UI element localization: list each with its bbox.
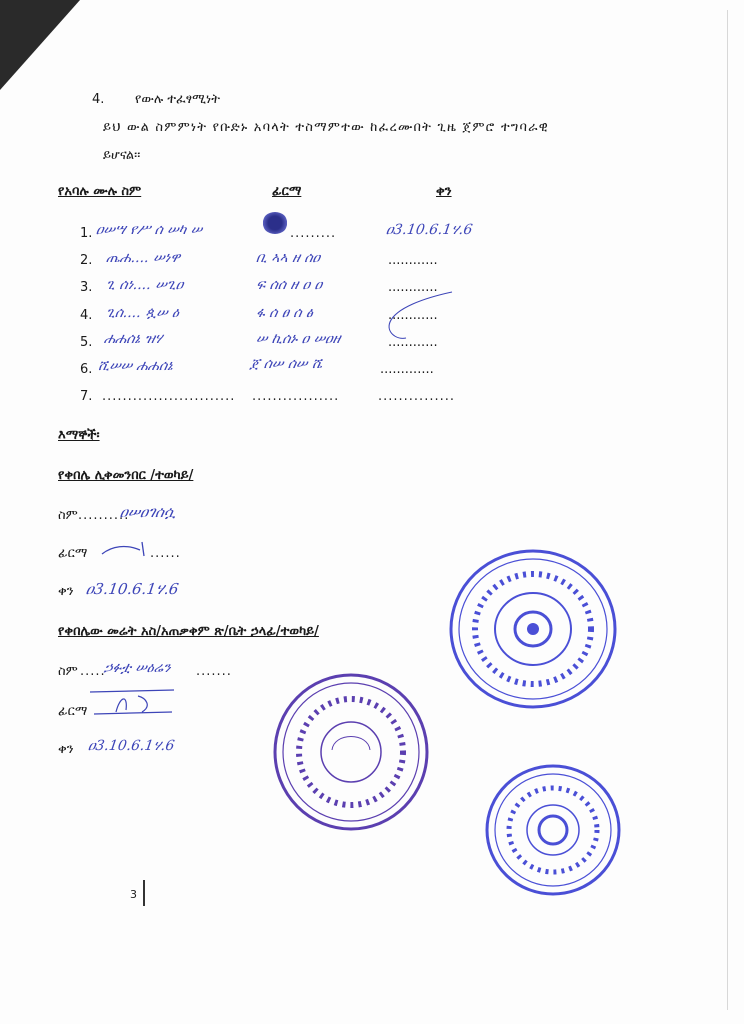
folded-corner [0,0,80,90]
signature-dots: ................. [252,389,340,404]
member-name: ጊሰ.... ጷሠ ዕ [104,305,181,321]
member-signature: ጀ ሰሠ ሰሠ ሼ [248,356,324,372]
page-number-rule [143,880,145,906]
date-dots: ............... [378,389,455,404]
office-title: የቀበሌው መሬት አስ/አጠቃቀም ጽ/ቤት ኃላፊ/ተወካይ/ [58,624,319,639]
page-edge [727,10,728,1010]
receiver-title: የቀበሌ ሊቀመንበር /ተወካይ/ [58,468,194,483]
pen-stroke [384,288,454,348]
member-date: ............ [388,280,438,295]
page-number: 3 [130,888,137,901]
section-number: 4. [92,92,105,107]
row-number: 4. [80,308,93,323]
section-body-line2: ይሆናል፡፡ [103,148,141,163]
office-name-dots-end: ....... [196,664,232,679]
section-title: የውሉ ተፈፃሚነት [135,92,220,107]
receiver-date-label: ቀን [58,584,74,599]
member-date: ............. [380,362,434,377]
receiver-date-value: ዐ3.10.6.1ሃ.6 [84,580,180,598]
office-name-value: ኃፉቷ ሠዕሬን [102,660,172,676]
section-body-line1: ይህ ውል ስምምነት የቡድኑ አባላት ተስማምተው ከፈረሙበት ጊዜ ጀምሮ ተግባራዊ [103,120,549,135]
member-date: ............ [388,308,438,323]
member-signature: ፋ ሰ ፀ ሰ ፅ [254,305,314,321]
receiver-name-dots: .......... [78,508,130,523]
office-date-label: ቀን [58,742,74,757]
official-stamp-small [484,762,622,898]
member-name: ጤሐ.... ሠነዋ [104,250,182,266]
member-name: ዐሠሣ የሥ ሰ ሠካ ሠ [94,222,204,238]
member-signature: ፍ ሰሰ ዘ ዐ ዐ [254,277,324,293]
member-name: ጊ ሰነ.... ሠጊዐ [104,277,185,293]
member-signature: ቢ ኣኣ ዘ ሰዐ [254,250,322,266]
header-full-name: የአባሉ ሙሉ ስም [58,184,142,199]
member-date: ዐ3.10.6.1ሃ.6 [384,222,474,238]
header-date: ቀን [436,184,452,199]
row-number: 7. [80,389,93,404]
row-number: 6. [80,362,93,377]
signature-dots: ......... [290,226,337,241]
receiver-sign-label: ፊርማ [58,546,88,561]
header-signature: ፊርማ [272,184,302,199]
receiver-signature [98,538,158,560]
receiver-name-value: ዐሠዐገሰሷ [118,503,178,521]
row-number: 3. [80,280,93,295]
office-name-label: ስም [58,664,78,679]
office-date-value: ዐ3.10.6.1ሃ.6 [86,738,176,754]
official-stamp-violet [272,672,430,832]
office-name-dots: ..... [80,664,106,679]
member-name: ሐሐሰኔ ዝሃ [102,331,164,347]
receiver-sign-dots: ...... [150,546,181,561]
row-number: 1. [80,226,93,241]
official-stamp-large [448,548,618,710]
office-sign-label: ፊርማ [58,704,88,719]
member-name: ሺሠሠ ሐሐሰኔ [96,358,174,374]
row-number: 2. [80,253,93,268]
member-signature: ሠ ኪሰኑ ዐ ሠዐዘ [254,331,342,347]
office-signature [86,684,178,720]
member-date: ............ [388,335,438,350]
member-date: ............ [388,253,438,268]
name-dots: .......................... [102,389,236,404]
receiver-name-label: ስም [58,508,78,523]
witnesses-heading: እማኞች፡ [58,428,100,443]
row-number: 5. [80,335,93,350]
ink-signature-blot [262,212,288,234]
